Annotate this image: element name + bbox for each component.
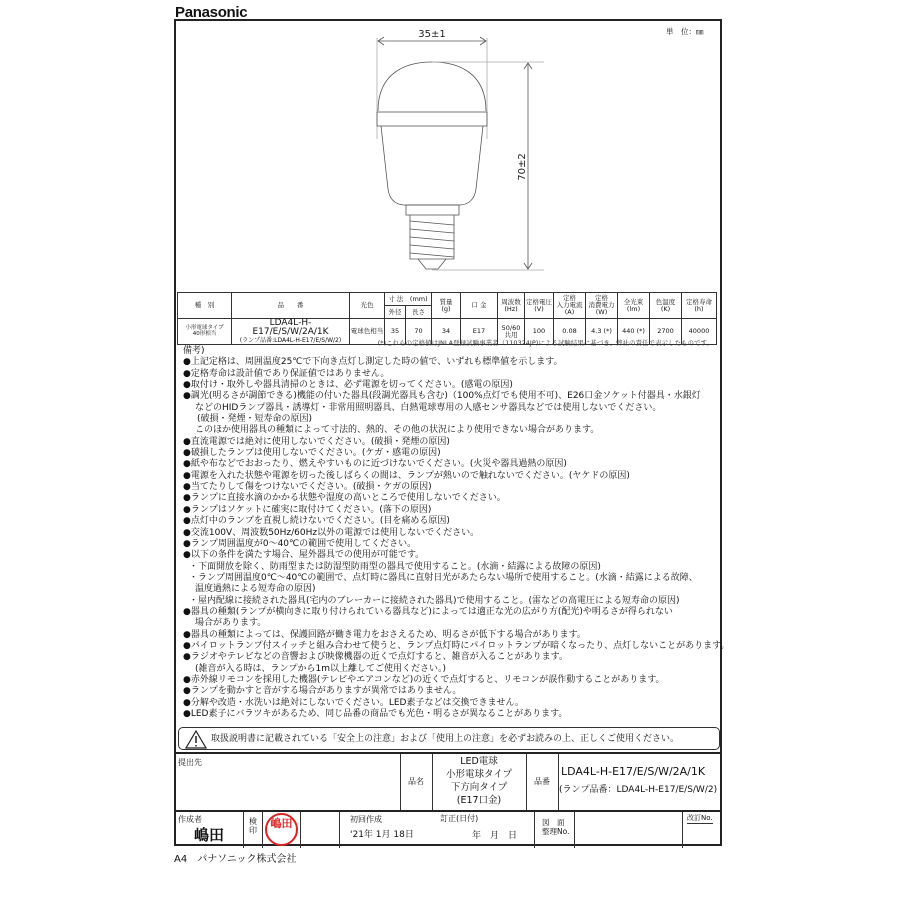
header-color: 光色 — [350, 293, 385, 319]
note-line: ●分解や改造・水洗いは絶対にしないでください。LED素子などは交換できません。 — [183, 697, 525, 708]
note-line: ●器具の種類によっては、保護回路が働き電力をおさえるため、明るさが低下する場合があります。 — [183, 629, 586, 640]
note-line: ●赤外線リモコンを採用した機器(テレビやエアコンなど)の近くで点灯すると、リモコンが誤作動することがあります。 — [183, 674, 665, 685]
height-dimension-label: 70±2 — [517, 153, 528, 181]
brand-logo: Panasonic — [175, 4, 248, 21]
warning-icon — [185, 730, 207, 749]
note-line: ●紙や布などでおおったり、燃えやすいものに近づけないでください。(火災や器具過熱の原因) — [183, 459, 567, 470]
part-no: LDA4L-H-E17/E/S/W/2A/1K — [252, 318, 329, 338]
note-line: 備考) — [183, 346, 205, 356]
header-lumen: 全光束 (lm) — [618, 293, 650, 319]
product-name-line: 小形電球タイプ — [445, 769, 513, 780]
header-life: 定格寿命 (h) — [682, 293, 717, 319]
cell-base: E17 — [461, 319, 498, 345]
cell-color-temp: 2700 — [650, 319, 682, 345]
note-line: などのHIDランプ器具・誘導灯・非常用照明器具、白熱電球専用の人感センサ器具などでは使用しないでください。 — [195, 402, 662, 413]
note-line: ●取付け・取外しや器具清掃のときは、必ず電源を切ってください。(感電の原因) — [183, 380, 513, 391]
note-line: ●当てたりして傷をつけないでください。(破損・ケガの原因) — [183, 482, 432, 493]
cell-color: 電球色相当 — [350, 319, 385, 345]
note-line: ●上記定格は、周囲温度25℃で下向き点灯し測定した時の値で、いずれも標準値を示します。 — [183, 357, 563, 368]
header-dimensions: 寸 法 (mm) — [385, 293, 432, 306]
bulb-dimension-drawing — [174, 19, 722, 291]
part-no: LDA4L-H-E17/E/S/W/2A/1K — [561, 765, 706, 778]
header-base: 口 金 — [461, 293, 498, 319]
note-line: 温度過熱による短寿命の原因) — [195, 584, 316, 595]
cell-lumen: 440 (*) — [618, 319, 650, 345]
cell-mass: 34 — [432, 319, 461, 345]
note-line: ●ラジオやテレビなどの音響および映像機器の近くで点灯すると、雑音が入ることがあります。 — [183, 652, 568, 663]
spec-footnote: (*)これらの定格値はJNLA登録試験事業者（110324JP)による試験結果に基づき、弊社の責任で表示したものです。 — [377, 339, 713, 347]
note-line: ●LED素子にバラツキがあるため、同じ品番の商品でも光色・明るさが異なることがあります。 — [183, 709, 568, 719]
header-type: 種 別 — [178, 293, 232, 319]
note-line: ・下面開放を除く、防雨型または防湿型防雨型の器具で使用すること。(水滴・結露による故障の原因) — [189, 561, 601, 572]
header-current: 定格 入力電流 (A) — [554, 293, 586, 319]
note-line: ●ランプに直接水滴のかかる状態や湿度の高いところで使用しないでください。 — [183, 493, 506, 504]
table-header-row — [178, 293, 717, 306]
note-line: ●ランプ周囲温度が0～40℃の範囲で使用してください。 — [183, 538, 417, 549]
revision-no-label: 改訂No. — [687, 814, 713, 822]
note-line: ●器具の種類(ランプが横向きに取り付けられている器具など)によっては適正な光の広がり方(配光)や明るさが得られない — [183, 606, 673, 617]
note-line: ●ランプを動かすと音がする場合がありますが異常ではありません。 — [183, 686, 462, 697]
author-name: 嶋田 — [194, 826, 225, 844]
note-line: 場合があります。 — [195, 618, 267, 629]
note-line: ・屋内配線に接続された器具(宅内のブレーカーに接続された器具)で使用すること。(雷などの高電圧による短寿命の原因) — [189, 595, 680, 606]
first-created-date: '21年 1月 18日 — [350, 830, 414, 840]
note-line: このほか使用器具の種類によって寸法的、熱的、その他の状況により使用できない場合があります。 — [195, 425, 600, 436]
note-line: ●以下の条件を満たす場合、屋外器具での使用が可能です。 — [183, 550, 425, 561]
width-dimension — [377, 29, 487, 139]
note-line: ●電源を入れた状態や電源を切った後しばらくの間は、ランプが熱いので触れないでください。(ヤケドの原因) — [183, 470, 630, 481]
unit-label: 単 位：㎜ — [666, 27, 704, 36]
title-block — [174, 752, 722, 848]
cell-power: 4.3 (*) — [586, 319, 618, 345]
note-line: ●調光(明るさが調節できる)機能の付いた器具(段調光器具も含む)（100%点灯でも使用不可)、E26口金ソケット付器具・水銀灯 — [183, 391, 701, 402]
seal-text: 嶋田 — [270, 817, 293, 830]
caution-text: 取扱説明書に記載されている「安全上の注意」および「使用上の注意」を必ずお読みの上、正しくご使用ください。 — [211, 734, 680, 744]
inspection-seal — [265, 813, 298, 846]
cell-part-no — [232, 319, 350, 345]
product-name-line: LED電球 — [460, 756, 498, 767]
header-color-temp: 色温度 (K) — [650, 293, 682, 319]
note-line: ●交流100V、周波数50Hz/60Hz以外の電源では使用しないでください。 — [183, 527, 480, 538]
header-outer-dia: 外径 — [385, 306, 406, 319]
cell-length: 70 — [406, 319, 432, 345]
company-name: A4 パナソニック株式会社 — [174, 854, 297, 865]
height-dimension — [432, 62, 544, 270]
note-line: ●パイロットランプ付スイッチと組み合わせて使うと、ランプ点灯時にパイロットランプが暗くなったり、点灯しないことがあります。 — [183, 640, 730, 651]
note-line: (破損・発煙・短寿命の原因) — [197, 414, 313, 425]
caution-box — [178, 727, 720, 750]
width-dimension-label: 35±1 — [418, 29, 446, 40]
header-voltage: 定格電圧 (V) — [525, 293, 554, 319]
part-no-label: 品番 — [534, 777, 550, 786]
seal-label: 検 印 — [249, 817, 257, 835]
lamp-part-no: (ランプ品番：LDA4L-H-E17/E/S/W/2) — [559, 785, 718, 795]
note-line: (雑音が入る時は、ランプから1m以上離してご使用ください。) — [195, 663, 447, 674]
note-line: ●ランプはソケットに確実に取付けてください。(落下の原因) — [183, 504, 432, 515]
cell-type: 小形電球タイプ 40形相当 — [178, 319, 232, 345]
product-name-label: 品名 — [408, 777, 424, 786]
cell-frequency: 50/60 共用 — [498, 319, 525, 345]
cell-life: 40000 — [682, 319, 717, 345]
first-created-label: 初回作成 — [350, 815, 382, 824]
notes-list — [183, 346, 730, 720]
note-line: ●破損したランプは使用しないでください。(ケガ・感電の原因) — [183, 448, 441, 459]
cell-current: 0.08 — [554, 319, 586, 345]
header-frequency: 周波数 (Hz) — [498, 293, 525, 319]
note-line: ●定格寿命は設計値であり保証値ではありません。 — [183, 368, 390, 379]
bulb-outline — [377, 62, 487, 269]
header-power: 定格 消費電力 (W) — [586, 293, 618, 319]
cell-outer-dia: 35 — [385, 319, 406, 345]
product-name-line: (E17口金) — [456, 795, 502, 806]
note-line: ●直流電源では絶対に使用しないでください。(破損・発煙の原因) — [183, 436, 450, 447]
product-name — [432, 755, 526, 807]
cell-voltage: 100 — [525, 319, 554, 345]
submit-to-label: 提出先 — [178, 758, 202, 767]
header-part-no: 品 番 — [232, 293, 350, 319]
header-length: 長さ — [406, 306, 432, 319]
note-line: ●点灯中のランプを直視し続けないでください。(目を痛める原因) — [183, 516, 450, 527]
note-line: ・ランプ周囲温度0℃～40℃の範囲で、点灯時に器具に直射日光があたらない場所で使用すること。(水滴・結露による故障、 — [189, 572, 698, 583]
product-name-line: 下方向タイプ — [450, 782, 508, 793]
revised-label: 訂正(日付) — [440, 814, 479, 823]
author-label: 作成者 — [178, 815, 202, 824]
header-mass: 質量 (g) — [432, 293, 461, 319]
drawing-no-label: 図 面 整理No. — [542, 818, 570, 836]
revised-date: 年 月 日 — [472, 831, 518, 841]
lamp-part-no: (ランプ品番:LDA4L-H-E17/E/S/W/2) — [239, 336, 342, 344]
